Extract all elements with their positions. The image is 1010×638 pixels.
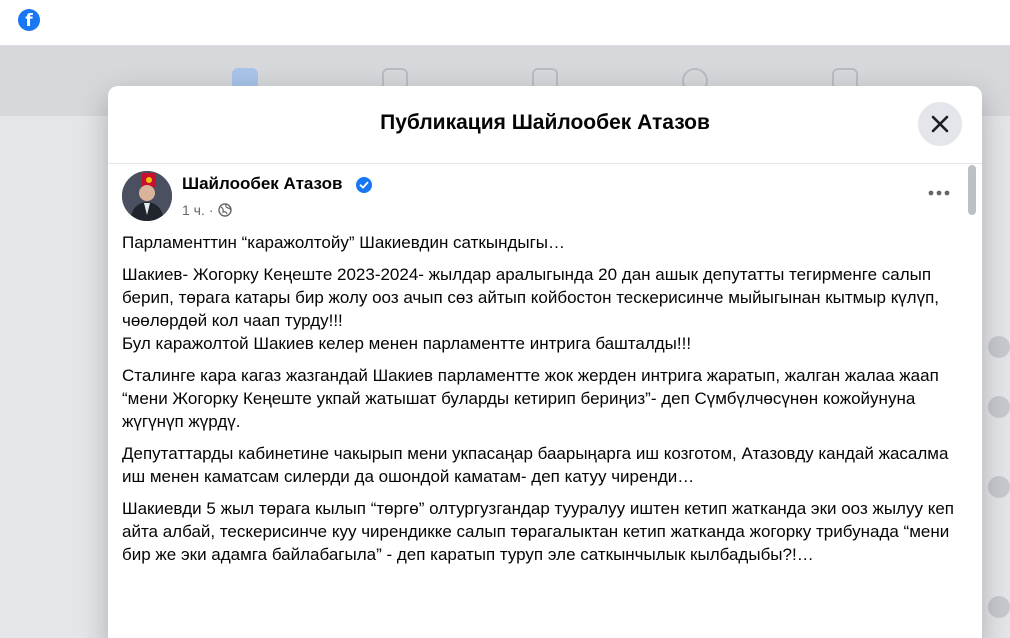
post-time[interactable]: 1 ч. (182, 202, 205, 218)
post-dialog (108, 86, 982, 638)
dialog-header (108, 86, 982, 164)
close-button[interactable] (918, 102, 962, 146)
post-paragraph: Шакиевди 5 жыл төрага кылып “төргө” олтургузгандар тууралуу иштен кетип жатканда эки ооз жылуу кеп айта албай, тескерисинче куу чирендикке салып төрагалыктан кетип жатканда жогорку трибунада “мени бир же эки адамга байлабагыла” - деп каратып туруп эле саткынчылык кылбадыбы?!… (122, 499, 954, 564)
post-body (122, 231, 967, 575)
top-bar (0, 0, 1010, 46)
dialog-title: Публикация Шайлообек Атазов (380, 111, 710, 134)
post-paragraph: Сталинге кара кагаз жазгандай Шакиев парламентте жок жерден интрига жаратып, жалган жалаа жаап “мени Жогорку Кеңеште укпай жатышат буларды кетирип бериңиз”- деп Сүмбүлчөсүнөн кожойунуна жүгүнүп жүрдү. (122, 366, 939, 431)
contact-avatar (988, 396, 1010, 418)
more-options-icon (928, 190, 950, 196)
contact-avatar (988, 476, 1010, 498)
post (108, 165, 982, 638)
meta-separator: · (208, 202, 214, 218)
facebook-logo-icon[interactable]: f (18, 9, 40, 31)
author-name[interactable]: Шайлообек Атазов (182, 174, 343, 193)
post-paragraph: Депутаттарды кабинетине чакырып мени укпасаңар баарыңарга иш козготом, Атазовду кандай жасалма иш менен каматсам силерди да ошондой каматам- деп катуу чиренди… (122, 444, 949, 486)
contact-avatar (988, 596, 1010, 618)
scrollbar[interactable] (968, 165, 976, 215)
post-paragraph (122, 263, 967, 355)
more-options-button[interactable] (924, 181, 954, 205)
avatar[interactable] (122, 171, 172, 221)
post-meta (182, 202, 232, 218)
avatar-image (122, 171, 172, 221)
close-icon (931, 115, 949, 133)
globe-icon (218, 203, 232, 217)
post-line: Шакиев- Жогорку Кеңеште 2023-2024- жылдар аралыгында 20 дан ашык депутатты тегирменге салып берип, төрага катары бир жолу ооз ачып сөз айтып койбостон тескерисинче мыйыгынан кытмыр күлүп, чөөлөрдөй кол чаап турду!!! (122, 265, 940, 330)
verified-badge-icon (356, 177, 372, 193)
background-sidebar (982, 116, 1010, 638)
post-line: Бул каражолтой Шакиев келер менен парламентте интрига башталды!!! (122, 334, 692, 353)
post-paragraph: Парламенттин “каражолтойу” Шакиевдин саткындыгы… (122, 233, 566, 252)
contact-avatar (988, 336, 1010, 358)
